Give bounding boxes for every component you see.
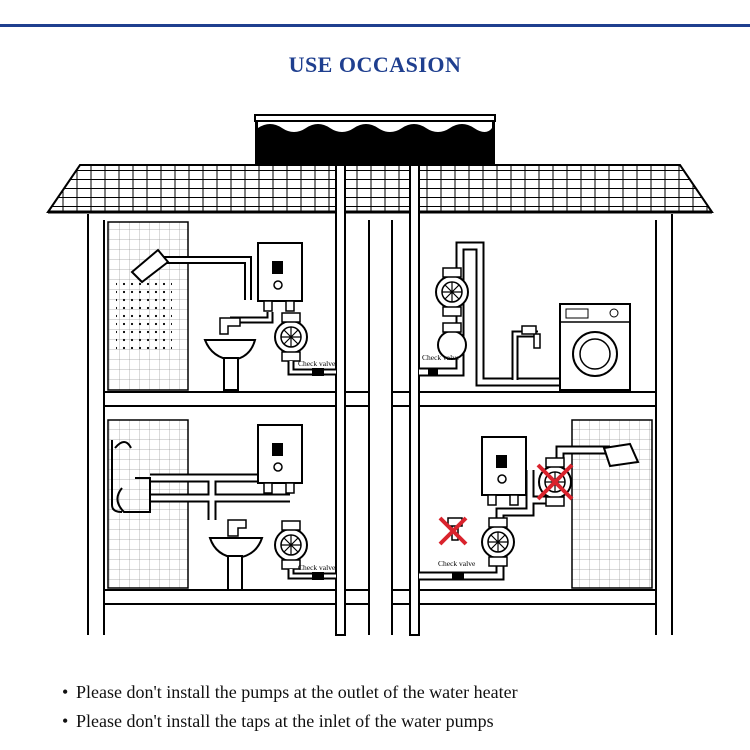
check-valve-label: Check valve xyxy=(438,559,476,568)
water-tank-icon xyxy=(255,115,495,167)
check-valve-icon xyxy=(428,368,438,376)
faucet-icon xyxy=(515,326,540,380)
check-valve-icon xyxy=(312,368,324,376)
pump-icon xyxy=(275,521,307,569)
room-top-right xyxy=(419,246,630,390)
bullet: • xyxy=(62,711,69,731)
pump-icon xyxy=(275,313,307,361)
note-item xyxy=(62,707,742,736)
pump-icon xyxy=(482,518,514,566)
water-heater-icon xyxy=(258,243,302,311)
top-rule xyxy=(0,24,750,27)
roof-icon xyxy=(48,165,712,212)
house-diagram xyxy=(0,100,750,660)
check-valve-icon xyxy=(452,572,464,580)
check-valve-label: Check valve xyxy=(422,353,460,362)
water-heater-icon xyxy=(258,425,302,493)
washing-machine-icon xyxy=(560,304,630,390)
note-text: Please don't install the taps at the inlet of the water pumps xyxy=(76,711,494,731)
check-valve-label: Check valve xyxy=(298,563,336,572)
supply-pipes xyxy=(336,165,419,635)
sink-icon xyxy=(205,340,255,390)
check-valve-icon xyxy=(312,572,324,580)
check-valve-label: Check valve xyxy=(298,359,336,368)
note-item xyxy=(62,678,742,707)
note-text: Please don't install the pumps at the outlet of the water heater xyxy=(76,682,518,702)
sink-icon xyxy=(210,520,262,590)
faucet-icon xyxy=(220,318,240,334)
water-heater-icon xyxy=(482,437,526,505)
bullet: • xyxy=(62,682,69,702)
page-title: USE OCCASION xyxy=(288,52,462,77)
notes-list xyxy=(62,678,742,736)
